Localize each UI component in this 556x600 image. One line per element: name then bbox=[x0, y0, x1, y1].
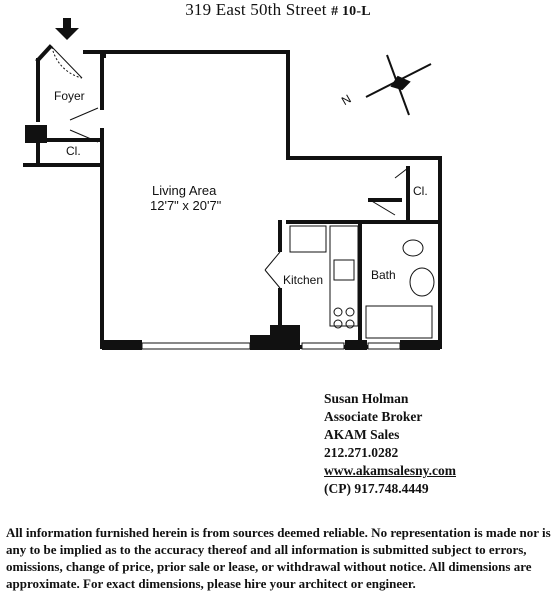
disclaimer-text: All information furnished herein is from sources deemed reliable. No representation is made nor is any to be implied as to the accuracy thereof and all information is submitted subject to errors, omissions, change of price, prior sale or lease, or withdrawal without notice. All dimensions are approximate. For exact dimensions, please hire your architect or engineer. bbox=[6, 525, 551, 591]
agent-title: Associate Broker bbox=[324, 409, 423, 424]
agent-contact-block bbox=[324, 390, 456, 498]
agent-company: AKAM Sales bbox=[324, 427, 400, 442]
room-label-bath: Bath bbox=[371, 268, 396, 282]
door-swings bbox=[52, 47, 408, 288]
room-label-closet: Cl. bbox=[66, 144, 81, 158]
address: 319 East 50th Street bbox=[185, 0, 327, 19]
room-label-closet-2: Cl. bbox=[413, 184, 428, 198]
compass-rose-icon bbox=[366, 55, 431, 115]
unit-number: # 10-L bbox=[331, 4, 371, 19]
agent-phone: 212.271.0282 bbox=[324, 445, 399, 460]
room-label-living-area: Living Area bbox=[152, 183, 217, 198]
north-label: N bbox=[339, 91, 354, 109]
room-label-foyer: Foyer bbox=[54, 89, 85, 103]
room-dimensions-living-area: 12'7" x 20'7" bbox=[150, 198, 222, 213]
entry-arrow-icon bbox=[55, 18, 79, 40]
room-label-kitchen: Kitchen bbox=[283, 273, 324, 287]
bath-fixtures bbox=[366, 240, 434, 338]
agent-name: Susan Holman bbox=[324, 391, 409, 406]
agent-cell-phone: (CP) 917.748.4449 bbox=[324, 481, 429, 496]
agent-website-link[interactable]: www.akamsalesny.com bbox=[324, 463, 457, 478]
